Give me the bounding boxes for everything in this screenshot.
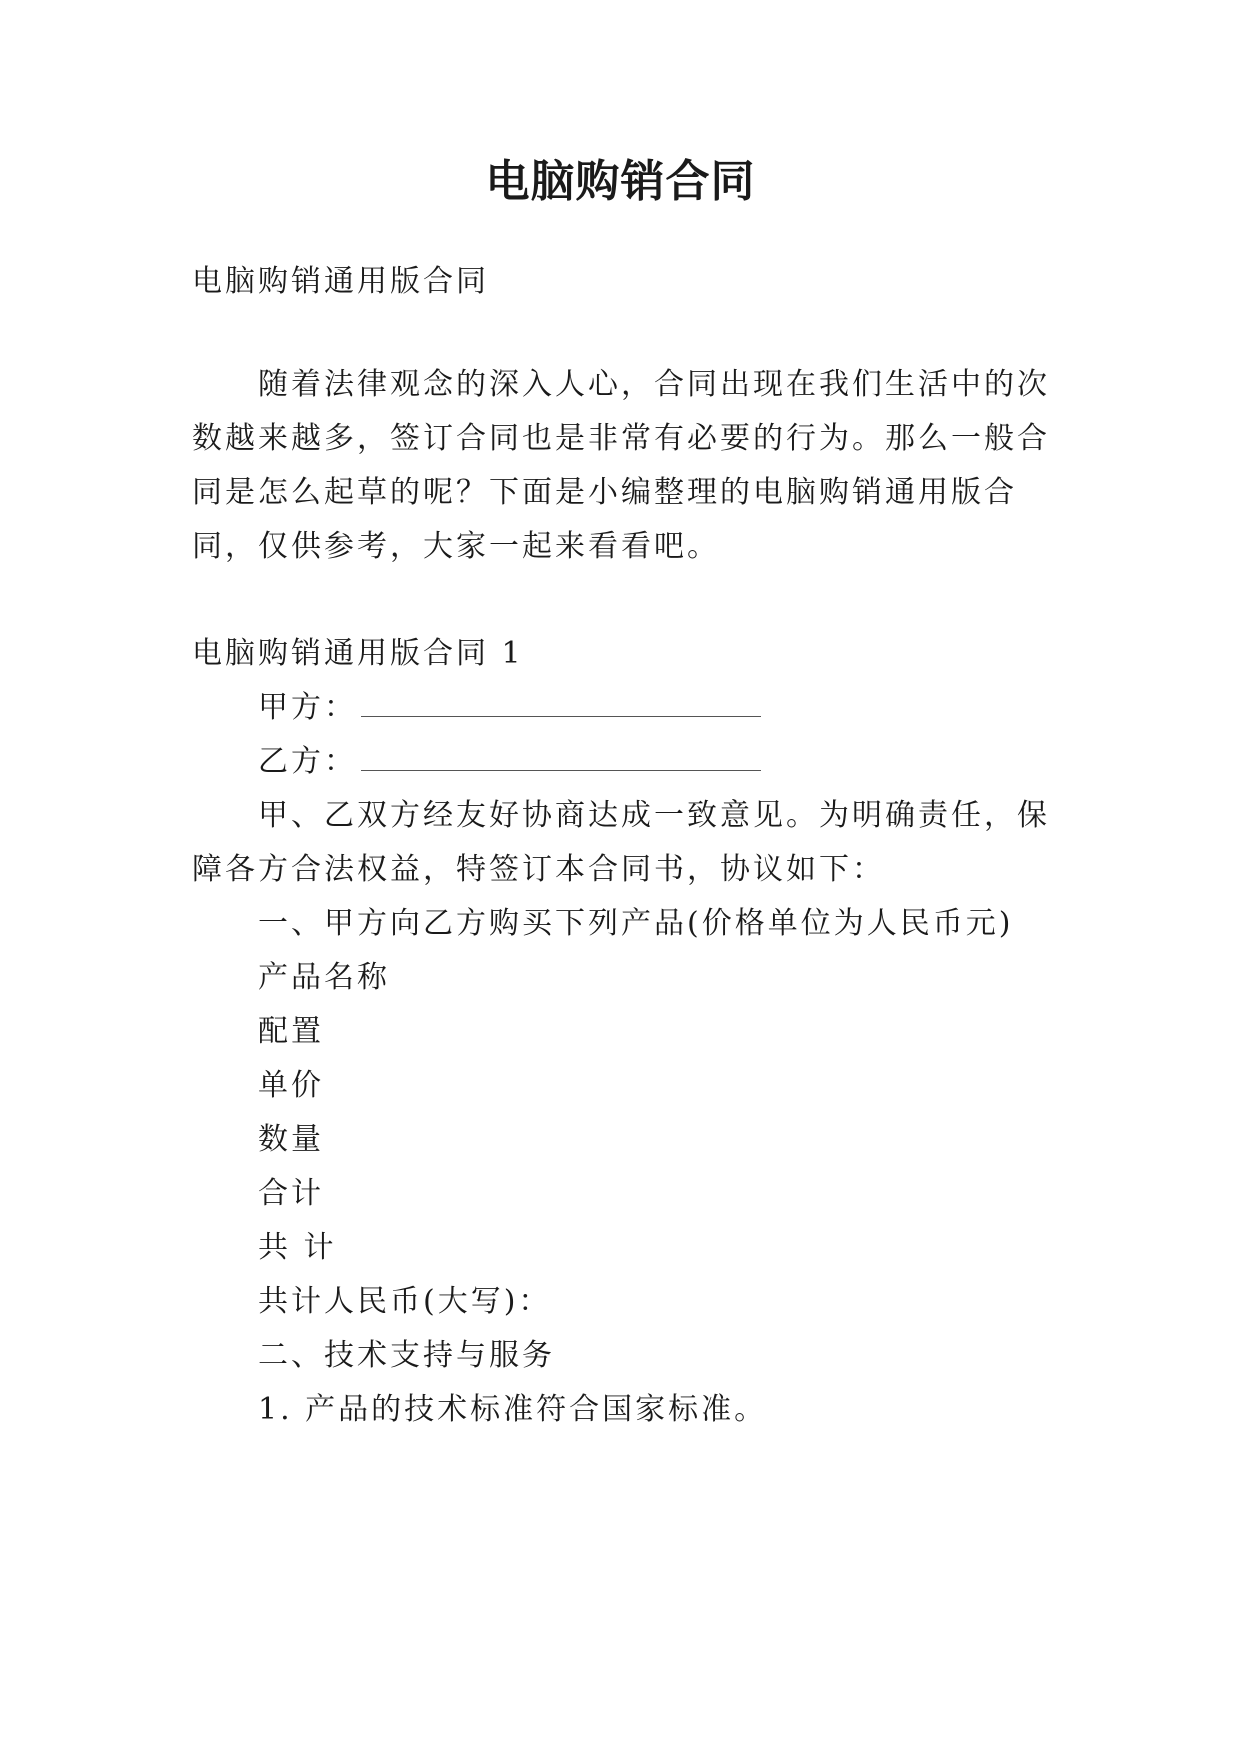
party-a-line: [258, 688, 761, 728]
document-subtitle: 电脑购销通用版合同: [192, 264, 489, 299]
clause-2-item-1: 1. 产品的技术标准符合国家标准。: [258, 1392, 768, 1427]
intro-line-1: 随着法律观念的深入人心，合同出现在我们生活中的次: [258, 367, 1050, 402]
total-rmb-label: 共计人民币(大写)：: [258, 1284, 552, 1319]
product-field-quantity: 数量: [258, 1122, 324, 1157]
product-field-name: 产品名称: [258, 960, 390, 995]
agreement-line-1: 甲、乙双方经友好协商达成一致意见。为明确责任，保: [258, 798, 1050, 833]
party-b-label: 乙方：: [258, 744, 357, 779]
intro-line-3: 同是怎么起草的呢？下面是小编整理的电脑购销通用版合: [192, 475, 1017, 510]
agreement-line-2: 障各方合法权益，特签订本合同书，协议如下：: [192, 852, 885, 887]
party-b-blank: [361, 746, 761, 771]
party-a-label: 甲方：: [258, 690, 357, 725]
party-a-blank: [361, 692, 761, 717]
intro-line-2: 数越来越多，签订合同也是非常有必要的行为。那么一般合: [192, 421, 1050, 456]
party-b-line: [258, 742, 761, 782]
clause-1: 一、甲方向乙方购买下列产品(价格单位为人民币元): [258, 906, 1014, 941]
product-field-subtotal: 合计: [258, 1176, 324, 1211]
clause-2: 二、技术支持与服务: [258, 1338, 555, 1373]
product-field-config: 配置: [258, 1014, 324, 1049]
section-heading: 电脑购销通用版合同 1: [192, 636, 524, 671]
total-label: 共 计: [258, 1230, 337, 1265]
document-title: 电脑购销合同: [485, 156, 756, 207]
intro-line-4: 同，仅供参考，大家一起来看看吧。: [192, 529, 720, 564]
product-field-unit-price: 单价: [258, 1068, 324, 1103]
